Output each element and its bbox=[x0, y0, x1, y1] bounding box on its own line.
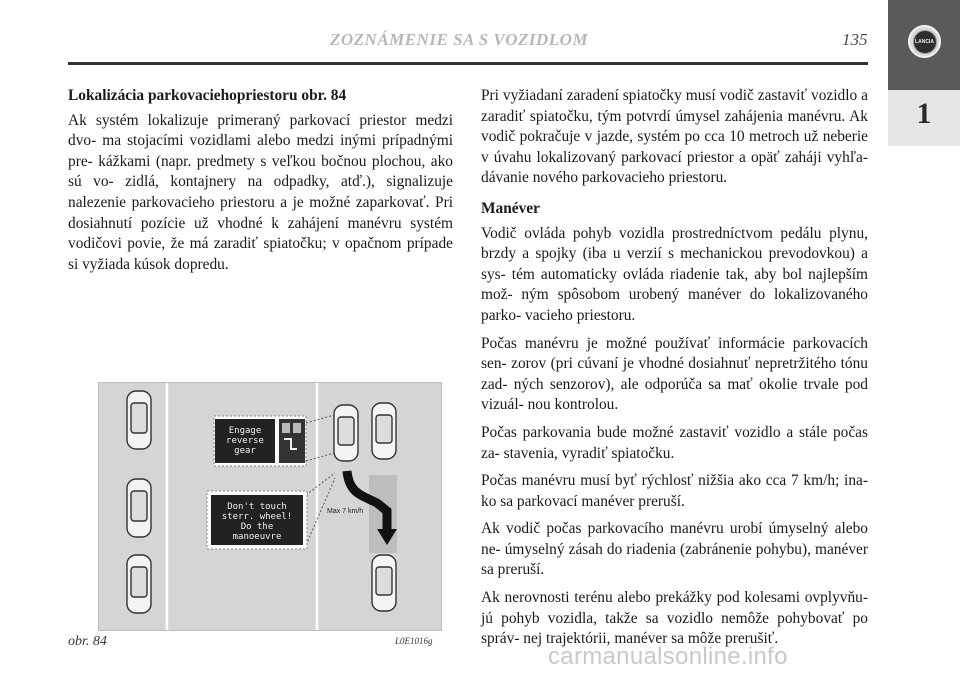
paragraph-reverse-request: Pri vyžiadaní zaradení spiatočky musí vodič zastaviť vozidlo a zaradiť spiatočku, tým potvrdí úmysel zahájenia manévru. Ak vodič pokračuje v jazde, systém po cca 10 metroch už neberie v úvahu lokalizovaný parkovací priestor a opäť zaháji vyhľa- dávanie nového parkovacieho priestoru. bbox=[481, 87, 868, 187]
display-dont-touch bbox=[207, 491, 307, 549]
display-bottom-line-4: manoeuvre bbox=[232, 532, 282, 542]
speed-limit-label: Max 7 km/h bbox=[327, 508, 364, 515]
chapter-tab bbox=[888, 0, 960, 677]
right-column bbox=[481, 86, 868, 657]
display-bottom-line-1: Don't touch bbox=[227, 502, 287, 512]
car-right-2 bbox=[372, 555, 396, 611]
paragraph-maneuver-3: Počas parkovania bude možné zastaviť vozidlo a stále počas za- stavenia, vyradiť spiatočku. bbox=[481, 423, 868, 462]
car-left-2 bbox=[127, 479, 151, 537]
chapter-tab-dark bbox=[888, 0, 960, 90]
figure-caption: obr. 84 bbox=[68, 634, 107, 649]
display-bottom-line-3: Do the bbox=[240, 522, 274, 532]
chapter-number: 1 bbox=[916, 97, 932, 130]
paragraph-localization: Ak systém lokalizuje primeraný parkovací priestor medzi dvo- ma stojacími vozidlami alebo medzi inými prípadnými pre- kážkami (napr. predmety s veľkou bočnou plochou, ako sú vo- zidlá, kontajnery na odpadky, atď.), signalizuje nalezenie parkovacieho priestoru a je možné zaparkovať. Pri dosiahnutí pozície už vhodné k zahájení manévru systém vodičovi povie, že má zaradiť spiatočku; v opačnom prípade si vyžiada kúsok dopredu. bbox=[68, 111, 453, 273]
car-right-1 bbox=[372, 403, 396, 459]
header-rule bbox=[68, 62, 868, 65]
display-top-line-2: reverse bbox=[226, 436, 264, 446]
running-header-title: ZOZNÁMENIE SA S VOZIDLOM bbox=[330, 30, 589, 49]
page-number: 135 bbox=[842, 30, 868, 49]
left-column bbox=[68, 86, 453, 275]
parking-diagram bbox=[99, 383, 442, 631]
lancia-logo bbox=[908, 25, 941, 58]
paragraph-maneuver-4: Počas manévru musí byť rýchlosť nižšia ako cca 7 km/h; ina- ko sa parkovací manéver preruší. bbox=[481, 472, 868, 510]
watermark: carmanualsonline.info bbox=[548, 643, 788, 670]
lancia-logo-text: LANCIA bbox=[913, 30, 937, 54]
car-left-3 bbox=[127, 555, 151, 613]
figure-parking-illustration bbox=[98, 382, 442, 631]
car-left-1 bbox=[127, 391, 151, 449]
section-heading-maneuver: Manéver bbox=[481, 199, 540, 217]
paragraph-maneuver-5: Ak vodič počas parkovacího manévru urobí úmyselný alebo ne- úmyselný zásah do riadenia (zabránenie pohybu), manéver sa preruší. bbox=[481, 520, 868, 579]
car-maneuvering bbox=[334, 405, 358, 461]
display-top-line-1: Engage bbox=[228, 426, 262, 436]
paragraph-maneuver-2: Počas manévru je možné používať informácie parkovacích sen- zorov (pri cúvaní je vhodné dosiahnuť nepretržitého tónu zad- ných senzorov), ale odporúča sa mať okolie trvale pod vizuál- nou kontrolou. bbox=[481, 334, 868, 414]
paragraph-maneuver-6: Ak nerovnosti terénu alebo prekážky pod kolesami ovplyvňu- jú pohyb vozidla, takže sa vozidlo nemôže pohybovať po správ- nej trajektórii, manéver sa môže prerušiť. bbox=[481, 589, 868, 648]
section-heading-localization: Lokalizácia parkovaciehopriestoru obr. 84 bbox=[68, 87, 347, 104]
figure-code: L0E1016g bbox=[395, 636, 433, 646]
paragraph-maneuver-1: Vodič ovláda pohyb vozidla prostredníctvom pedálu plynu, brzdy a spojky (iba u verzií s mechanickou prevodovkou) a sys- tém automaticky ovláda riadenie tak, aby bol najlepším mož- ným spôsobom urobený manéver do lokalizovaného parko- vacieho priestoru. bbox=[481, 224, 868, 324]
display-engage-reverse bbox=[214, 416, 306, 466]
display-top-line-3: gear bbox=[234, 446, 256, 456]
display-bottom-line-2: sterr. wheel! bbox=[221, 512, 293, 522]
